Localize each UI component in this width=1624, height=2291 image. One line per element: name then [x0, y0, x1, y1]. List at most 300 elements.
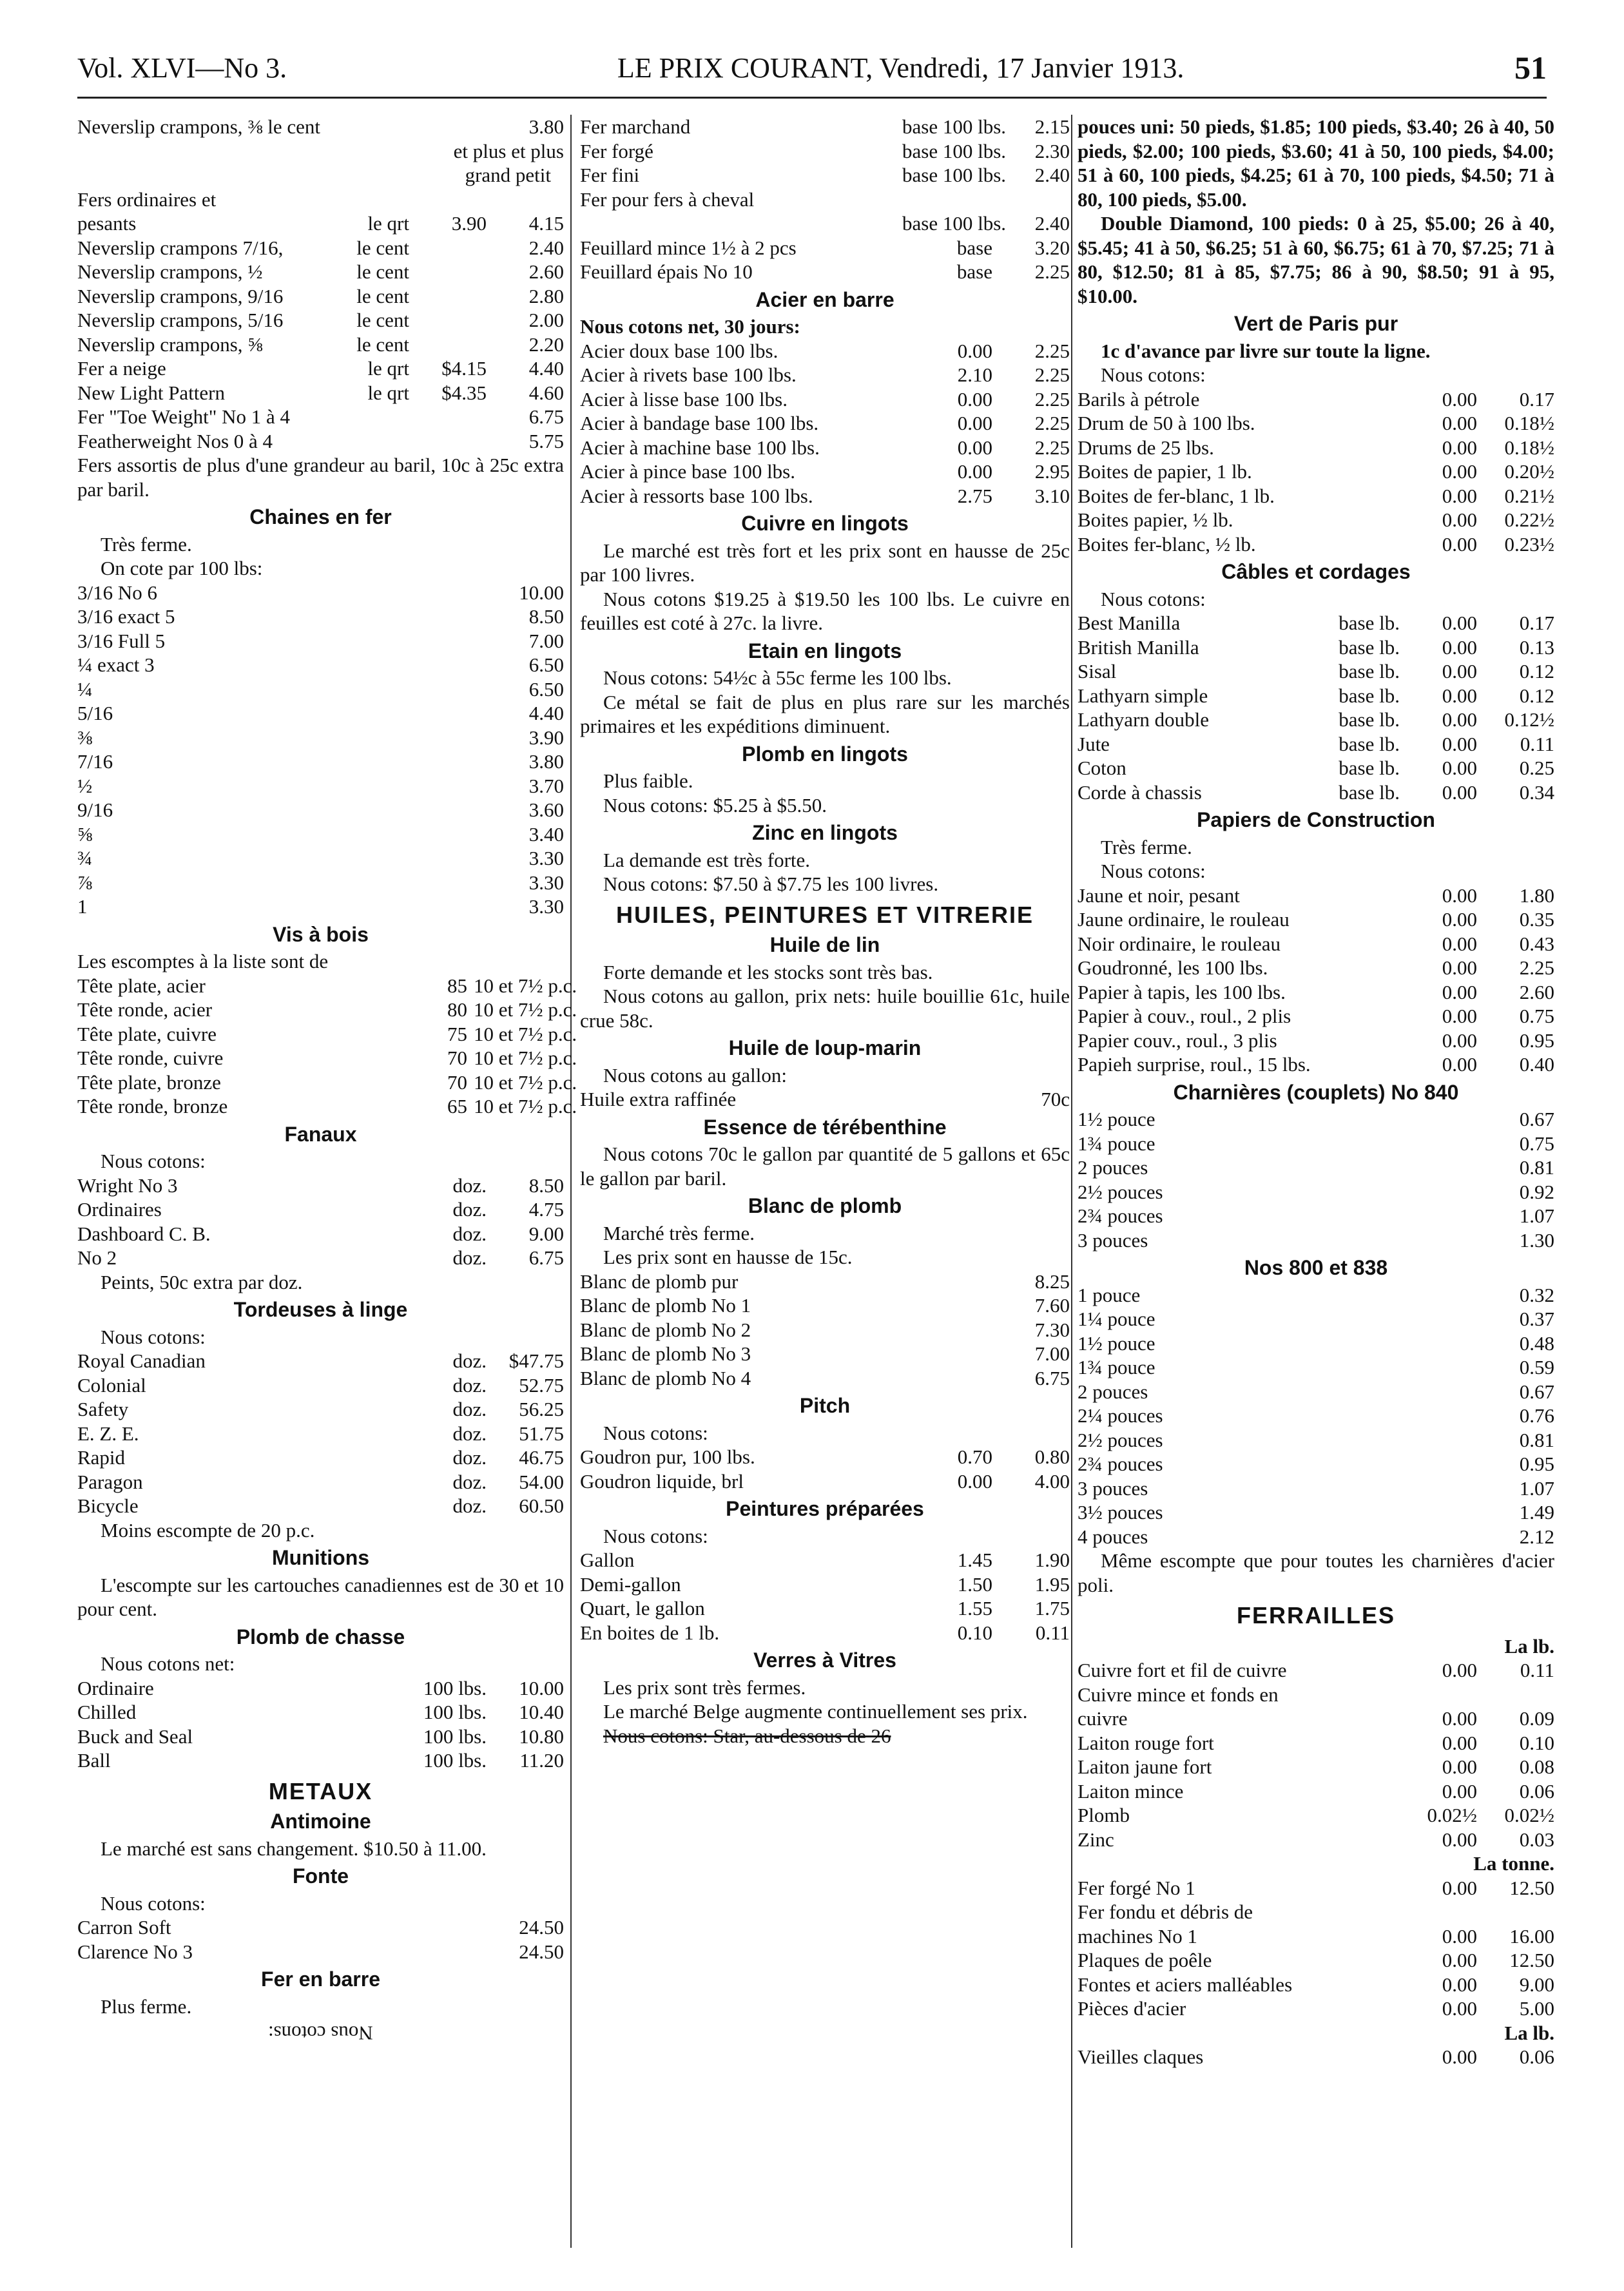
item-label: ⅞ — [77, 871, 93, 894]
price-row — [1078, 1900, 1554, 1924]
item-label: Acier doux base 100 lbs. — [580, 339, 778, 362]
item-price: 0.81 — [1519, 1428, 1554, 1451]
price-low: $4.35 — [441, 381, 487, 404]
section-text: pouces uni: 50 pieds, $1.85; 100 pieds, $3.40; 26 à 40, 50 pieds, $2.00; 100 pieds, $3.60; 41 à 50, 100 pieds, $4.00; 51 à 60, 100 pieds, $4.25; 61 à 70, 100 pieds, $4.50; 71 à 80, 100 pieds, $5.00. — [1078, 115, 1554, 211]
item-label: Fer fini — [580, 164, 640, 186]
price-high: 1.90 — [1034, 1549, 1070, 1571]
item-unit: doz. — [452, 1198, 487, 1221]
price-row — [77, 1070, 577, 1095]
price-high: 0.22½ — [1504, 508, 1554, 531]
price-row — [77, 211, 564, 236]
item-label: Huile extra raffinée — [580, 1088, 737, 1110]
item-label: Acier à bandage base 100 lbs. — [580, 412, 819, 434]
price-low: 0.00 — [957, 339, 992, 362]
unit-label: La lb. — [1504, 2021, 1554, 2044]
price-low: 2.10 — [957, 363, 992, 386]
price-row — [77, 998, 577, 1022]
item-unit: 100 lbs. — [423, 1676, 487, 1699]
price-row — [1078, 1706, 1554, 1731]
price-high: 0.80 — [1034, 1445, 1070, 1468]
price-row — [77, 677, 564, 702]
section-intro: Les escomptes à la liste sont de — [77, 950, 329, 972]
item-price: 11.20 — [519, 1749, 564, 1772]
price-row — [77, 1373, 564, 1398]
section-note: Moins escompte de 20 p.c. — [101, 1518, 315, 1542]
item-label: Lathyarn double — [1078, 708, 1210, 731]
price-row — [580, 1548, 1070, 1572]
price-row — [77, 1022, 577, 1047]
item-label: Acier à lisse base 100 lbs. — [580, 387, 788, 411]
item-label: 1¾ pouce — [1078, 1132, 1155, 1155]
discount-base: 70 — [447, 1070, 467, 1094]
price-row — [580, 363, 1070, 387]
price-row — [580, 436, 1070, 460]
price-high: 0.18½ — [1504, 436, 1554, 459]
price-row — [1078, 1683, 1554, 1707]
item-label: Carron Soft — [77, 1916, 171, 1938]
price-row — [1078, 411, 1554, 436]
item-unit: base lb. — [1339, 612, 1400, 634]
item-label: 2 pouces — [1078, 1380, 1148, 1403]
price-row — [1078, 1476, 1554, 1501]
item-label: 4 pouces — [1078, 1525, 1148, 1548]
item-label: New Light Pattern — [77, 381, 226, 404]
section-title: Vis à bois — [273, 922, 369, 946]
price-high: 0.12 — [1519, 660, 1554, 682]
price-row — [1078, 756, 1554, 780]
item-label: Acier à machine base 100 lbs. — [580, 436, 820, 459]
price-high: 2.25 — [1034, 412, 1070, 434]
price-high: 0.23½ — [1504, 532, 1554, 556]
price-low: 0.00 — [1442, 1949, 1477, 1971]
item-label: Chilled — [77, 1701, 137, 1723]
section-intro: Nous cotons net, 30 jours: — [580, 315, 800, 338]
price-low: 0.00 — [1442, 412, 1477, 434]
item-label: Blanc de plomb No 2 — [580, 1318, 751, 1341]
item-unit: doz. — [452, 1246, 487, 1269]
item-price: 24.50 — [519, 1916, 564, 1938]
price-row — [1078, 1452, 1554, 1476]
item-label: Featherweight Nos 0 à 4 — [77, 429, 273, 452]
item-unit: base — [956, 236, 992, 259]
section-text: Le marché est sans changement. $10.50 à 11.00. — [101, 1837, 487, 1860]
item-label: Papier couv., roul., 3 plis — [1078, 1029, 1277, 1052]
price-row — [77, 1445, 564, 1470]
item-unit: base lb. — [1339, 684, 1400, 707]
price-row — [580, 236, 1070, 260]
price-low: 0.00 — [1442, 1029, 1477, 1052]
item-price: 0.59 — [1519, 1356, 1554, 1378]
item-label: Fontes et aciers malléables — [1078, 1973, 1293, 1996]
price-low: 0.00 — [957, 460, 992, 483]
item-label: Neverslip crampons, ⅜ le cent — [77, 115, 321, 138]
unit-label: La lb. — [1504, 1634, 1554, 1658]
section-title: FERRAILLES — [1236, 1602, 1395, 1629]
price-high: 0.40 — [1519, 1053, 1554, 1076]
page-number: 51 — [1514, 50, 1547, 86]
unit-label: La tonne. — [1473, 1852, 1554, 1875]
price-low: 0.00 — [1442, 932, 1477, 955]
item-label: Neverslip crampons, 5/16 — [77, 309, 284, 331]
price-row — [77, 1700, 564, 1725]
item-label: Cuivre fort et fil de cuivre — [1078, 1659, 1287, 1681]
price-high: 4.40 — [528, 357, 564, 380]
section-intro: Nous cotons: — [1101, 860, 1206, 882]
item-label: ¼ exact 3 — [77, 653, 155, 676]
inverted-text: Nous cotons: — [268, 2022, 373, 2045]
price-high: 0.10 — [1519, 1731, 1554, 1754]
price-row — [580, 1621, 1070, 1645]
discount-extra: 10 et 7½ p.c. — [474, 1047, 577, 1069]
section-label: Fer pour fers à cheval — [580, 188, 755, 211]
price-high: 2.25 — [1034, 363, 1070, 386]
price-row — [1078, 1004, 1554, 1029]
item-label: Lathyarn simple — [1078, 684, 1208, 707]
section-title: HUILES, PEINTURES ET VITRERIE — [615, 901, 1034, 928]
price-row — [1078, 1973, 1554, 1997]
price-row — [77, 1349, 564, 1373]
price-row — [580, 1318, 1070, 1342]
section-text: Nous cotons: Star, au-dessous de 26 — [603, 1724, 891, 1747]
price-low: 0.00 — [957, 412, 992, 434]
item-price: 0.37 — [1519, 1308, 1554, 1330]
price-high: 2.25 — [1034, 339, 1070, 362]
item-label: Fer a neige — [77, 357, 166, 380]
price-high: 4.60 — [528, 381, 564, 404]
item-label: Ordinaires — [77, 1198, 162, 1221]
section-intro: Nous cotons: — [603, 1524, 708, 1547]
price-row — [1078, 907, 1554, 932]
price-low: 0.00 — [1442, 436, 1477, 459]
item-price: 2.30 — [1034, 139, 1070, 162]
item-label: Drums de 25 lbs. — [1078, 436, 1214, 459]
price-high: 0.02½ — [1504, 1804, 1554, 1826]
item-unit: le cent — [356, 333, 409, 356]
item-label: Best Manilla — [1078, 612, 1181, 634]
item-label: 7/16 — [77, 750, 113, 773]
item-unit: 100 lbs. — [423, 1701, 487, 1723]
price-low: 1.50 — [957, 1572, 992, 1596]
item-label: 3/16 Full 5 — [77, 629, 166, 652]
price-row — [580, 1270, 1070, 1294]
price-high: 0.12½ — [1504, 708, 1554, 731]
item-label: E. Z. E. — [77, 1422, 139, 1445]
section-text: Forte demande et les stocks sont très bas. — [603, 960, 933, 983]
item-price: 0.75 — [1519, 1132, 1554, 1155]
item-label: Demi-gallon — [580, 1572, 681, 1596]
section-title: Verres à Vitres — [753, 1648, 896, 1672]
price-row — [77, 1246, 564, 1270]
item-price: 7.60 — [1034, 1294, 1070, 1317]
item-label: British Manilla — [1078, 635, 1199, 659]
price-high: 1.80 — [1519, 884, 1554, 907]
section-note: Peints, 50c extra par doz. — [101, 1270, 303, 1293]
price-row — [77, 604, 564, 629]
item-label: Feuillard épais No 10 — [580, 260, 753, 283]
item-price: 6.50 — [528, 677, 564, 701]
item-label: 1 — [77, 895, 88, 918]
price-row — [77, 381, 564, 405]
price-high: 6.75 — [528, 405, 564, 428]
item-unit: base 100 lbs. — [902, 164, 1007, 186]
price-row — [1078, 1155, 1554, 1180]
section-title: Plomb en lingots — [742, 742, 908, 766]
price-high: 4.15 — [528, 212, 564, 235]
item-label: Dashboard C. B. — [77, 1222, 211, 1245]
price-row — [77, 308, 564, 333]
item-price: 3.90 — [528, 726, 564, 749]
price-high: 0.13 — [1519, 635, 1554, 659]
section-title: Pitch — [799, 1394, 851, 1417]
price-row — [1078, 1331, 1554, 1356]
price-high: 0.03 — [1519, 1828, 1554, 1851]
item-label: Rapid — [77, 1446, 126, 1469]
price-high: 0.09 — [1519, 1707, 1554, 1730]
item-price: 1.07 — [1519, 1204, 1554, 1227]
fers-note: Fers assortis de plus d'une grandeur au baril, 10c à 25c extra par baril. — [77, 454, 564, 501]
item-price: 10.00 — [519, 581, 564, 604]
price-row — [1078, 508, 1554, 532]
section-note: Même escompte que pour toutes les charnières d'acier poli. — [1078, 1549, 1554, 1596]
price-low: 0.00 — [1442, 460, 1477, 483]
item-price: 0.67 — [1519, 1380, 1554, 1403]
price-low: 3.90 — [451, 212, 487, 235]
price-row — [1078, 532, 1554, 557]
price-row — [77, 974, 577, 998]
price-high: 0.21½ — [1504, 484, 1554, 507]
item-label: Fer "Toe Weight" No 1 à 4 — [77, 405, 291, 428]
header-rule — [77, 97, 1547, 99]
price-low: 0.00 — [957, 1469, 992, 1493]
price-row — [77, 115, 564, 139]
item-label: 1¾ pouce — [1078, 1356, 1155, 1378]
item-price: 3.80 — [528, 750, 564, 773]
section-title: Câbles et cordages — [1221, 560, 1411, 583]
price-row — [1078, 1803, 1554, 1828]
item-label: Barils à pétrole — [1078, 387, 1200, 411]
column-divider — [1071, 115, 1072, 2248]
price-low: 0.00 — [1442, 780, 1477, 804]
column-1 — [77, 115, 577, 2248]
item-price: $47.75 — [508, 1349, 564, 1372]
price-low: 0.00 — [1442, 532, 1477, 556]
item-price: 3.60 — [528, 798, 564, 821]
item-label: ⅜ — [77, 726, 93, 749]
section-title: Plomb de chasse — [236, 1625, 405, 1648]
item-price: 2.25 — [1034, 260, 1070, 283]
item-price: 6.75 — [1034, 1366, 1070, 1389]
item-price: 0.92 — [1519, 1180, 1554, 1203]
price-row — [77, 581, 564, 605]
page-header — [77, 39, 1547, 97]
item-price: 0.81 — [1519, 1156, 1554, 1179]
price-row — [77, 356, 564, 381]
item-price: 3.20 — [1034, 236, 1070, 259]
item-label: Tête plate, bronze — [77, 1070, 221, 1094]
price-row — [1078, 1380, 1554, 1404]
price-row — [1078, 659, 1554, 684]
item-price: 60.50 — [519, 1494, 564, 1517]
item-label: Clarence No 3 — [77, 1940, 193, 1963]
item-label: Blanc de plomb No 1 — [580, 1294, 751, 1317]
discount-base: 70 — [447, 1047, 467, 1069]
item-unit: base lb. — [1339, 708, 1400, 731]
item-price: 3.40 — [528, 822, 564, 846]
price-low: 0.00 — [1442, 956, 1477, 979]
price-low: 2.75 — [957, 484, 992, 507]
price-high: 0.17 — [1519, 387, 1554, 411]
section-title: Chaines en fer — [249, 505, 392, 528]
item-label: Boites de fer-blanc, 1 lb. — [1078, 484, 1275, 507]
price-row — [77, 333, 564, 357]
item-price: 10.80 — [519, 1725, 564, 1748]
item-unit: base lb. — [1339, 660, 1400, 682]
price-row — [1078, 387, 1554, 412]
discount-extra: 10 et 7½ p.c. — [474, 974, 577, 997]
item-label: Drum de 50 à 100 lbs. — [1078, 412, 1255, 434]
item-unit: base 100 lbs. — [902, 115, 1007, 138]
price-row — [77, 1940, 564, 1964]
discount-extra: 10 et 7½ p.c. — [474, 1070, 577, 1094]
item-label: Vieilles claques — [1078, 2045, 1204, 2068]
item-unit: doz. — [452, 1470, 487, 1493]
item-label: Fer forgé No 1 — [1078, 1876, 1195, 1899]
price-row — [580, 211, 1070, 236]
item-unit: 100 lbs. — [423, 1725, 487, 1748]
item-label: Plomb — [1078, 1804, 1130, 1826]
price-row — [77, 822, 564, 847]
price-row — [77, 871, 564, 895]
item-label: Acier à ressorts base 100 lbs. — [580, 484, 813, 507]
price-low: 0.00 — [1442, 1973, 1477, 1996]
item-price: 51.75 — [519, 1422, 564, 1445]
item-label: Tête plate, acier — [77, 974, 206, 997]
item-unit: doz. — [452, 1349, 487, 1372]
volume-number: Vol. XLVI—No 3. — [77, 52, 287, 84]
section-text: Nous cotons au gallon: — [603, 1063, 787, 1087]
item-label: Neverslip crampons, ½ — [77, 260, 263, 283]
price-low: 0.00 — [1442, 2045, 1477, 2068]
item-price: 0.76 — [1519, 1404, 1554, 1427]
price-high: 9.00 — [1519, 1973, 1554, 1996]
item-unit: le cent — [356, 260, 409, 283]
price-row — [1078, 1204, 1554, 1228]
item-label: Quart, le gallon — [580, 1597, 705, 1619]
item-price: 0.67 — [1519, 1108, 1554, 1130]
item-unit: doz. — [452, 1446, 487, 1469]
item-price: 3.80 — [528, 115, 564, 138]
item-label: Neverslip crampons, 9/16 — [77, 284, 284, 307]
price-low: 0.00 — [957, 436, 992, 459]
discount-extra: 10 et 7½ p.c. — [474, 1095, 577, 1117]
section-text: La demande est très forte. — [603, 848, 811, 871]
item-label: Plaques de poêle — [1078, 1949, 1212, 1971]
item-label: Pièces d'acier — [1078, 1997, 1186, 2020]
price-high: 2.40 — [528, 236, 564, 259]
item-label: Tête ronde, cuivre — [77, 1047, 224, 1069]
item-label: Goudronné, les 100 lbs. — [1078, 956, 1268, 979]
size-note: et plus et plus — [453, 139, 564, 162]
item-label: Bicycle — [77, 1494, 139, 1517]
price-low: 0.00 — [1442, 732, 1477, 755]
item-label: Acier à rivets base 100 lbs. — [580, 363, 797, 386]
item-price: 46.75 — [519, 1446, 564, 1469]
price-row — [1078, 1107, 1554, 1132]
price-row — [580, 1445, 1070, 1469]
item-label: 3½ pouces — [1078, 1501, 1163, 1523]
item-label: ⅝ — [77, 822, 93, 846]
section-intro: Nous cotons: — [1101, 363, 1206, 386]
item-label: Laiton rouge fort — [1078, 1731, 1214, 1754]
item-label: Blanc de plomb No 4 — [580, 1366, 751, 1389]
item-label: Zinc — [1078, 1828, 1114, 1851]
section-title: Nos 800 et 838 — [1244, 1256, 1388, 1279]
price-row — [77, 236, 564, 260]
price-row — [1078, 932, 1554, 956]
item-label: Safety — [77, 1398, 129, 1420]
section-intro: On cote par 100 lbs: — [101, 557, 263, 579]
price-row — [580, 1087, 1070, 1112]
item-label: 3 pouces — [1078, 1476, 1148, 1500]
price-row — [77, 260, 564, 284]
item-price: 52.75 — [519, 1373, 564, 1397]
price-high: 2.20 — [528, 333, 564, 356]
price-row — [1078, 1924, 1554, 1949]
price-row — [1078, 1876, 1554, 1900]
section-title: Munitions — [271, 1546, 370, 1569]
price-row — [77, 1725, 564, 1749]
section-text: Double Diamond, 100 pieds: 0 à 25, $5.00; 26 à 40, $5.45; 41 à 50, $6.25; 51 à 60, $6.75; 61 à 70, $7.25; 71 à 80, $12.50; 81 à 85, $7.75; 86 à 90, $8.50; 91 à 95, $10.00. — [1078, 212, 1554, 307]
item-label: pesants — [77, 212, 137, 235]
item-label: Jaune ordinaire, le rouleau — [1078, 908, 1290, 931]
item-label: 9/16 — [77, 798, 113, 821]
item-label: Acier à pince base 100 lbs. — [580, 460, 795, 483]
size-note: grand petit — [465, 164, 551, 186]
price-low: 0.00 — [1442, 884, 1477, 907]
item-label: Goudron pur, 100 lbs. — [580, 1445, 755, 1468]
price-row — [77, 798, 564, 822]
item-label: Neverslip crampons, ⅝ — [77, 333, 263, 356]
item-label: Laiton mince — [1078, 1779, 1184, 1803]
item-price: 2.12 — [1519, 1525, 1554, 1548]
section-text: Le marché Belge augmente continuellement ses prix. — [603, 1700, 1028, 1723]
price-row — [580, 411, 1070, 436]
price-high: 0.35 — [1519, 908, 1554, 931]
item-label: Papieh surprise, roul., 15 lbs. — [1078, 1053, 1311, 1076]
discount-extra: 10 et 7½ p.c. — [474, 1022, 577, 1045]
item-label: 3/16 exact 5 — [77, 605, 175, 628]
item-label: Boites papier, ½ lb. — [1078, 508, 1233, 531]
price-low: 0.00 — [1442, 684, 1477, 707]
price-row — [1078, 1029, 1554, 1053]
item-label: Colonial — [77, 1373, 146, 1397]
column-3 — [1078, 115, 1554, 2248]
item-unit: doz. — [452, 1494, 487, 1517]
item-label: Papier à couv., roul., 2 plis — [1078, 1005, 1291, 1027]
section-title: Blanc de plomb — [748, 1194, 902, 1217]
section-text: Nous cotons au gallon, prix nets: huile bouillie 61c, huile crue 58c. — [580, 985, 1070, 1032]
item-price: 9.00 — [528, 1222, 564, 1245]
price-low: 0.00 — [1442, 1779, 1477, 1803]
item-label: Blanc de plomb pur — [580, 1270, 739, 1293]
section-intro: Nous cotons net: — [101, 1652, 235, 1675]
price-row — [1078, 635, 1554, 660]
section-title: Charnières (couplets) No 840 — [1173, 1080, 1459, 1104]
item-label: Gallon — [580, 1549, 635, 1571]
item-unit: le cent — [356, 284, 409, 307]
price-row — [1078, 2045, 1554, 2069]
price-row — [580, 115, 1070, 139]
